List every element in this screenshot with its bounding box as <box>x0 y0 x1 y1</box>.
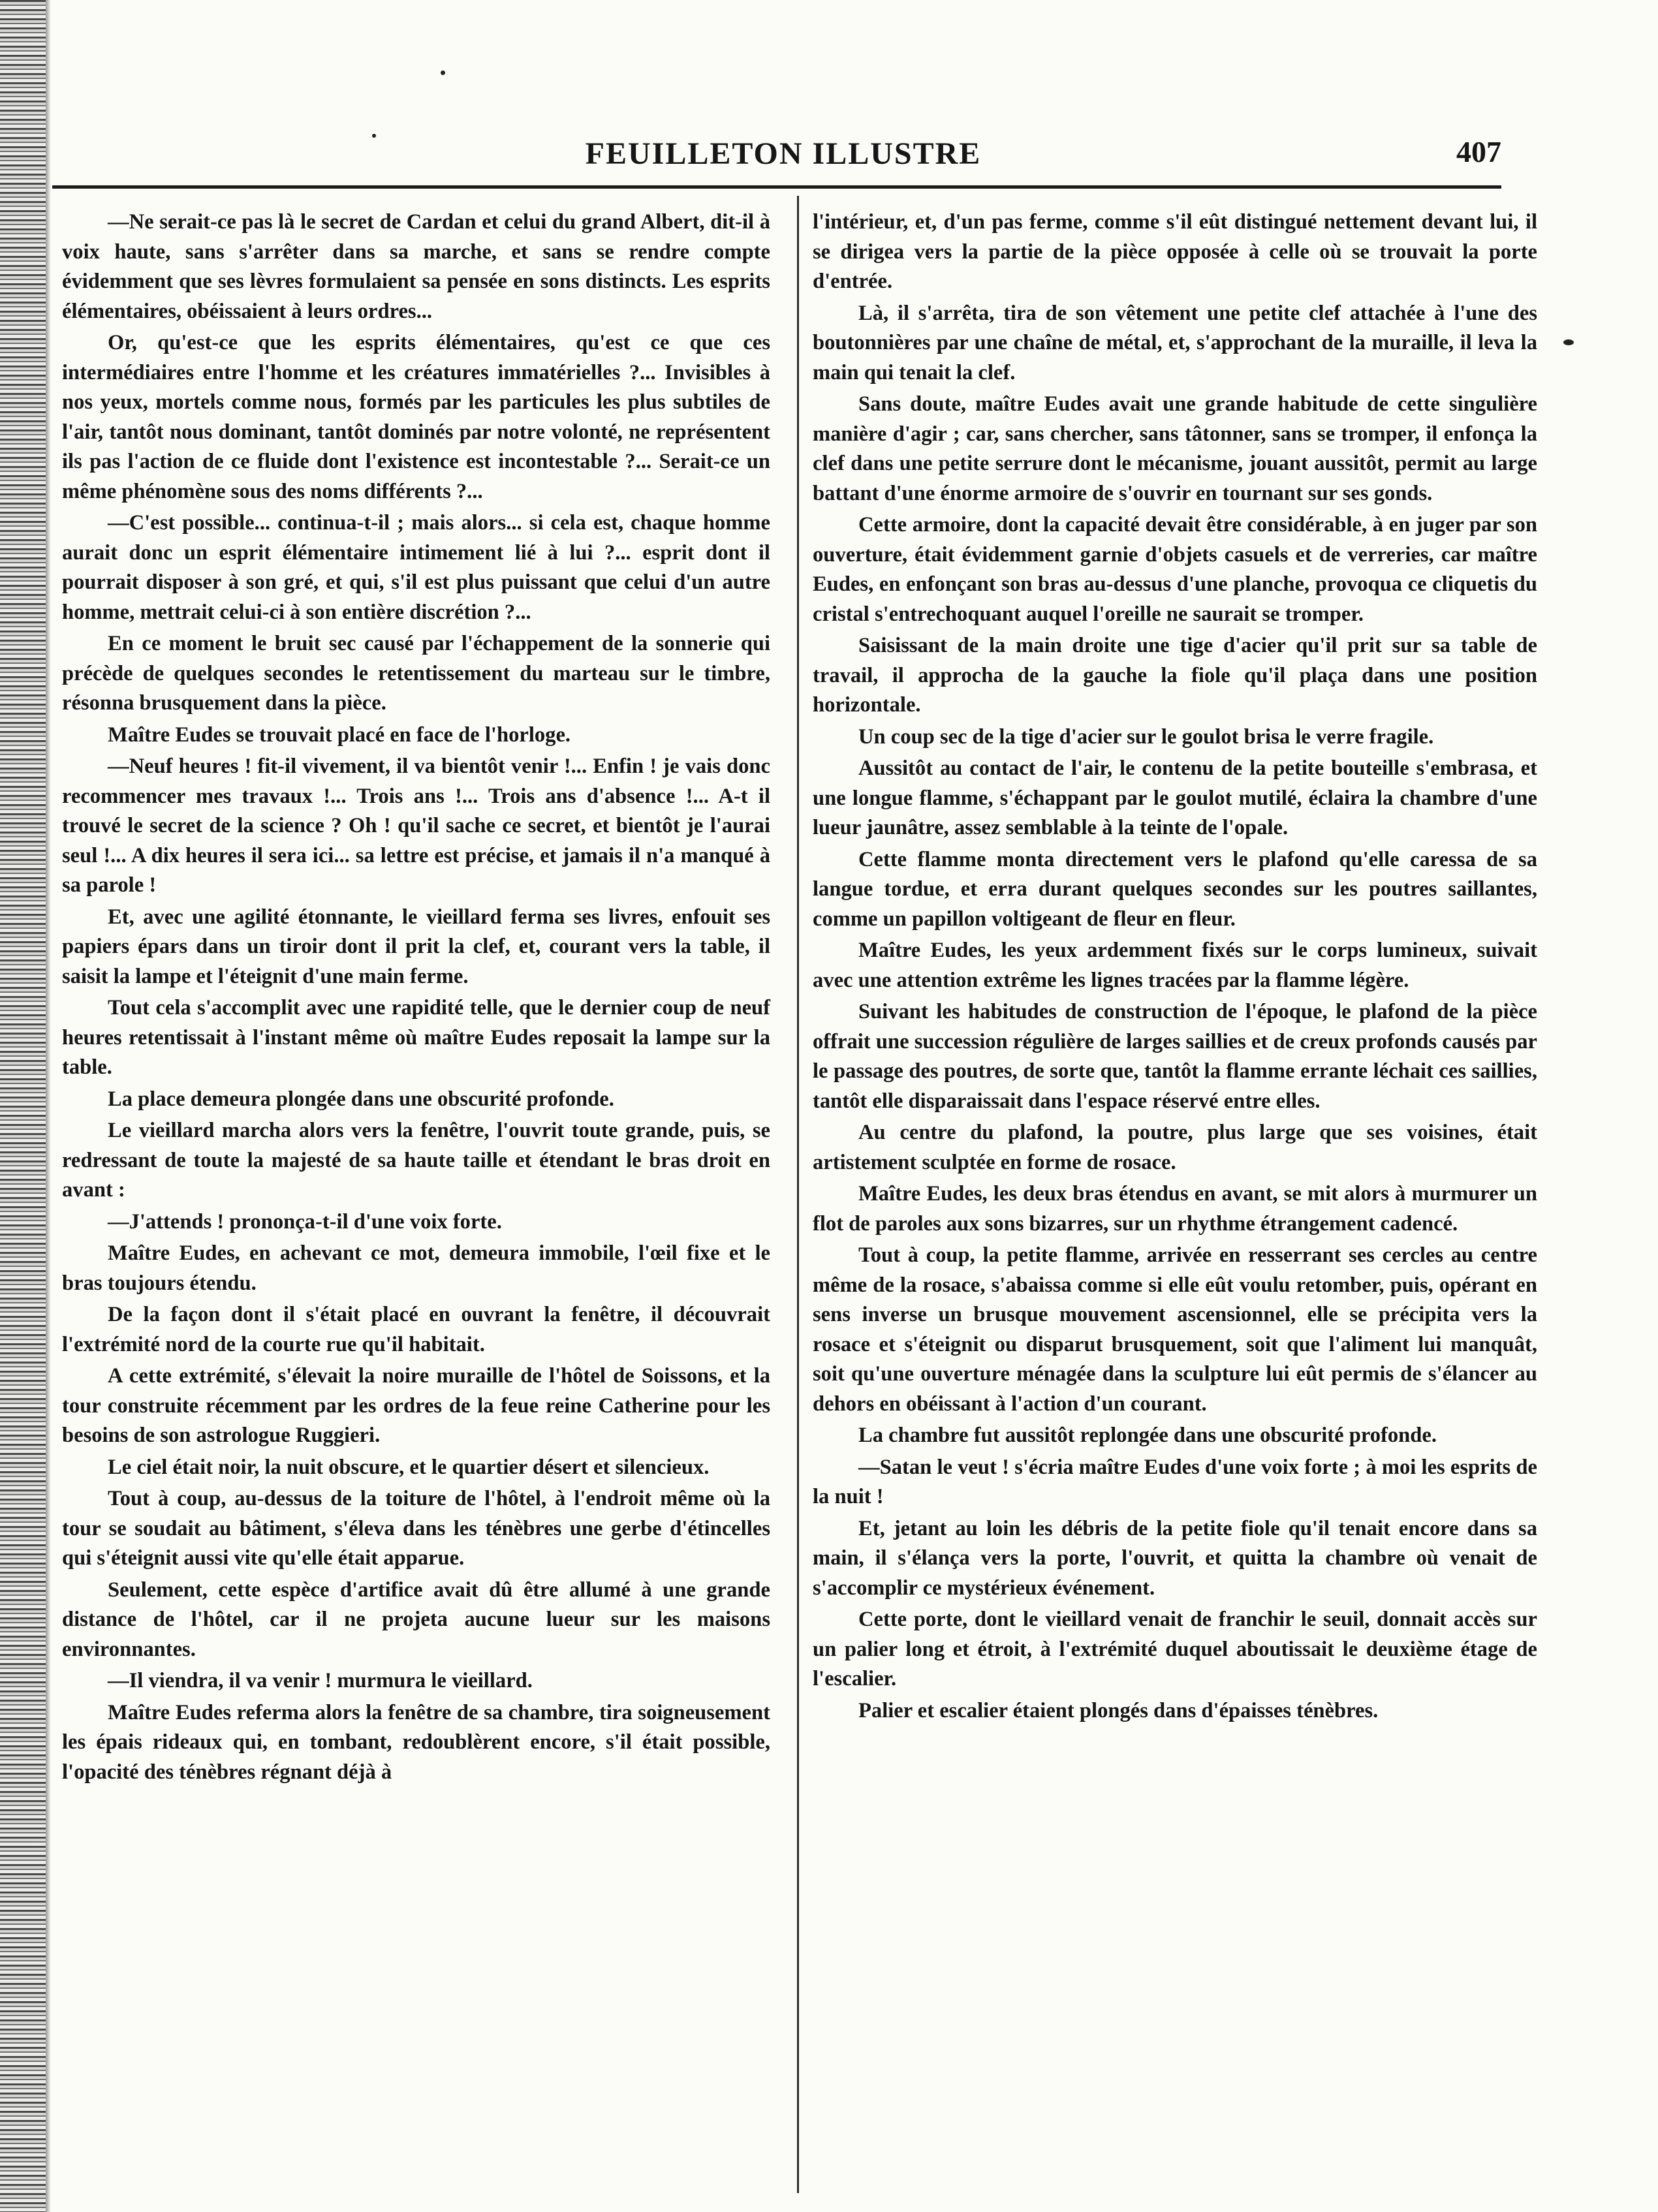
ink-speck <box>441 70 445 75</box>
paragraph: Et, jetant au loin les débris de la petite fiole qu'il tenait encore dans sa main, il s'élança vers la porte, l'ouvrit, et quitta la chambre où venait de s'accomplir ce mystérieux événement. <box>813 1516 1537 1600</box>
page-number: 407 <box>1456 135 1501 168</box>
paragraph: Sans doute, maître Eudes avait une grande habitude de cette singulière manière d'agir ; car, sans chercher, sans tâtonner, sans se tromper, il enfonça la clef dans une petite serrure dont le mécanisme, jouant aussitôt, permit au large battant d'une énorme armoire de s'ouvrir en tournant sur ses gonds. <box>813 392 1537 505</box>
page-header <box>65 131 1501 176</box>
paragraph: Seulement, cette espèce d'artifice avait dû être allumé à une grande distance de l'hôtel, car il ne projeta aucune lueur sur les maisons environnantes. <box>62 1578 770 1661</box>
paragraph: Tout à coup, au-dessus de la toiture de l'hôtel, à l'endroit même où la tour se soudait au bâtiment, s'éleva dans les ténèbres une gerbe d'étincelles qui s'éteignit aussi vite qu'elle était apparue. <box>62 1487 770 1570</box>
paragraph: Maître Eudes, les deux bras étendus en avant, se mit alors à murmurer un flot de paroles aux sons bizarres, sur un rhythme étrangement cadencé. <box>813 1182 1537 1236</box>
ink-speck <box>1563 339 1574 345</box>
binding-shadow <box>46 0 51 2212</box>
paragraph: —Ne serait-ce pas là le secret de Cardan et celui du grand Albert, dit-il à voix haute, sans s'arrêter dans sa marche, et sans se rendre compte évidemment que ses lèvres formulaient sa pensée en sons distincts. Les esprits élémentaires, obéissaient à leurs ordres... <box>62 210 770 323</box>
paragraph: En ce moment le bruit sec causé par l'échappement de la sonnerie qui précède de quelques secondes le retentissement du marteau sur le timbre, résonna brusquement dans la pièce. <box>62 632 770 715</box>
paragraph: De la façon dont il s'était placé en ouvrant la fenêtre, il découvrait l'extrémité nord de la courte rue qu'il habitait. <box>62 1303 770 1356</box>
paragraph: Cette porte, dont le vieillard venait de franchir le seuil, donnait accès sur un palier long et étroit, à l'extrémité duquel aboutissait le deuxième étage de l'escalier. <box>813 1608 1537 1690</box>
paragraph: Maître Eudes, en achevant ce mot, demeura immobile, l'œil fixe et le bras toujours étendu. <box>62 1241 770 1295</box>
paragraph: Cette flamme monta directement vers le plafond qu'elle caressa de sa langue tordue, et erra durant quelques secondes sur les poutres saillantes, comme un papillon voltigeant de fleur en fleur. <box>813 847 1537 931</box>
paragraph: Suivant les habitudes de construction de l'époque, le plafond de la pièce offrait une succession régulière de larges saillies et de creux profonds causés par le passage des poutres, de sorte que, tantôt la flamme errante léchait ces saillies, tantôt elle disparaissait dans l'espace réservé entre elles. <box>813 1000 1537 1113</box>
paragraph: A cette extrémité, s'élevait la noire muraille de l'hôtel de Soissons, et la tour construite récemment par les ordres de la feue reine Catherine pour les besoins de son astrologue Ruggieri. <box>62 1364 770 1447</box>
paragraph: Et, avec une agilité étonnante, le vieillard ferma ses livres, enfouit ses papiers épars dans un tiroir dont il prit la clef, et, courant vers la table, il saisit la lampe et l'éteignit d'une main ferme. <box>62 905 770 988</box>
paragraph: —J'attends ! prononça-t-il d'une voix forte. <box>108 1209 502 1234</box>
paragraph: Le vieillard marcha alors vers la fenêtre, l'ouvrit toute grande, puis, se redressant de toute la majesté de sa haute taille et étendant le bras droit en avant : <box>62 1119 770 1202</box>
paragraph: Saisissant de la main droite une tige d'acier qu'il prit sur sa table de travail, il approcha de la gauche la fiole qu'il plaça dans une position horizontale. <box>813 634 1537 717</box>
ink-speck <box>372 134 376 138</box>
paragraph: Au centre du plafond, la poutre, plus large que ses voisines, était artistement sculptée en forme de rosace. <box>813 1121 1537 1174</box>
paragraph: Là, il s'arrêta, tira de son vêtement une petite clef attachée à l'une des boutonnières par une chaîne de métal, et, s'approchant de la muraille, il leva la main qui tenait la clef. <box>813 301 1537 384</box>
paragraph: l'intérieur, et, d'un pas ferme, comme s'il eût distingué nettement devant lui, il se dirigea vers la partie de la pièce opposée à celle où se trouvait la porte d'entrée. <box>813 210 1537 293</box>
paragraph: Maître Eudes se trouvait placé en face de l'horloge. <box>108 723 571 747</box>
paragraph: Or, qu'est-ce que les esprits élémentaires, qu'est ce que ces intermédiaires entre l'homme et les créatures immatérielles ?... Invisibles à nos yeux, mortels comme nous, formés par les particules les plus subtiles de l'air, tantôt nous dominant, tantôt dominés par notre volonté, ne représentent ils pas l'action de ce fluide dont l'existence est incontestable ?... Serait-ce un même phénomène sous des noms différents ?... <box>62 331 770 503</box>
book-binding-edge <box>0 0 46 2212</box>
paragraph: Tout à coup, la petite flamme, arrivée en resserrant ses cercles au centre même de la rosace, s'abaissa comme si elle eût voulu retomber, puis, opérant en sens inverse un brusque mouvement ascensionnel, elle se précipita vers la rosace et s'éteignit ou disparut brusquement, soit que l'aliment lui manquât, soit qu'une ouverture ménagée dans la sculpture lui eût permis de s'élancer au dehors en obéissant à l'action d'un courant. <box>813 1243 1537 1416</box>
paragraph: Tout cela s'accomplit avec une rapidité telle, que le dernier coup de neuf heures retentissait à l'instant même où maître Eudes reposait la lampe sur la table. <box>62 996 770 1079</box>
right-column <box>813 208 1537 1728</box>
paragraph: Maître Eudes, les yeux ardemment fixés sur le corps lumineux, suivait avec une attention extrême les lignes tracées par la flamme légère. <box>813 939 1537 992</box>
header-rule <box>52 185 1501 189</box>
paragraph: Maître Eudes referma alors la fenêtre de sa chambre, tira soigneusement les épais rideaux qui, en tombant, redoublèrent encore, s'il était possible, l'opacité des ténèbres régnant déjà à <box>62 1700 770 1784</box>
paragraph: —Neuf heures ! fit-il vivement, il va bientôt venir !... Enfin ! je vais donc recommencer mes travaux !... Trois ans !... Trois ans d'absence !... A-t il trouvé le secret de la science ? Oh ! qu'il sache ce secret, et bientôt je l'aurai seul !... A dix heures il sera ici... sa lettre est précise, et jamais il n'a manqué à sa parole ! <box>62 755 770 897</box>
paragraph: Un coup sec de la tige d'acier sur le goulot brisa le verre fragile. <box>858 724 1434 749</box>
paragraph: —C'est possible... continua-t-il ; mais alors... si cela est, chaque homme aurait donc un esprit élémentaire intimement lié à lui ?... esprit dont il pourrait disposer à son gré, et qui, s'il est plus puissant que celui d'un autre homme, mettrait celui-ci à son entière discrétion ?... <box>62 511 770 624</box>
paragraph: Palier et escalier étaient plongés dans d'épaisses ténèbres. <box>858 1698 1379 1722</box>
paragraph: —Satan le veut ! s'écria maître Eudes d'une voix forte ; à moi les esprits de la nuit ! <box>813 1455 1537 1508</box>
left-column <box>62 208 770 1789</box>
paragraph: Aussitôt au contact de l'air, le contenu de la petite bouteille s'embrasa, et une longue flamme, s'échappant par le goulot mutilé, éclaira la chambre d'une lueur jaunâtre, assez semblable à la teinte de l'opale. <box>813 756 1537 839</box>
paragraph: La chambre fut aussitôt replongée dans une obscurité profonde. <box>858 1424 1437 1447</box>
paragraph: La place demeura plongée dans une obscurité profonde. <box>108 1087 614 1111</box>
column-divider <box>797 196 799 2193</box>
paragraph: Cette armoire, dont la capacité devait être considérable, à en juger par son ouverture, était évidemment garnie d'objets casuels et de verreries, car maître Eudes, en enfonçant son bras au-dessus d'une planche, provoqua ce cliquetis du cristal s'entrechoquant auquel l'oreille ne saurait se tromper. <box>813 513 1537 626</box>
paragraph: —Il viendra, il va venir ! murmura le vieillard. <box>108 1669 533 1692</box>
running-title: FEUILLETON ILLUSTRE <box>585 136 982 171</box>
paragraph: Le ciel était noir, la nuit obscure, et le quartier désert et silencieux. <box>108 1455 710 1479</box>
